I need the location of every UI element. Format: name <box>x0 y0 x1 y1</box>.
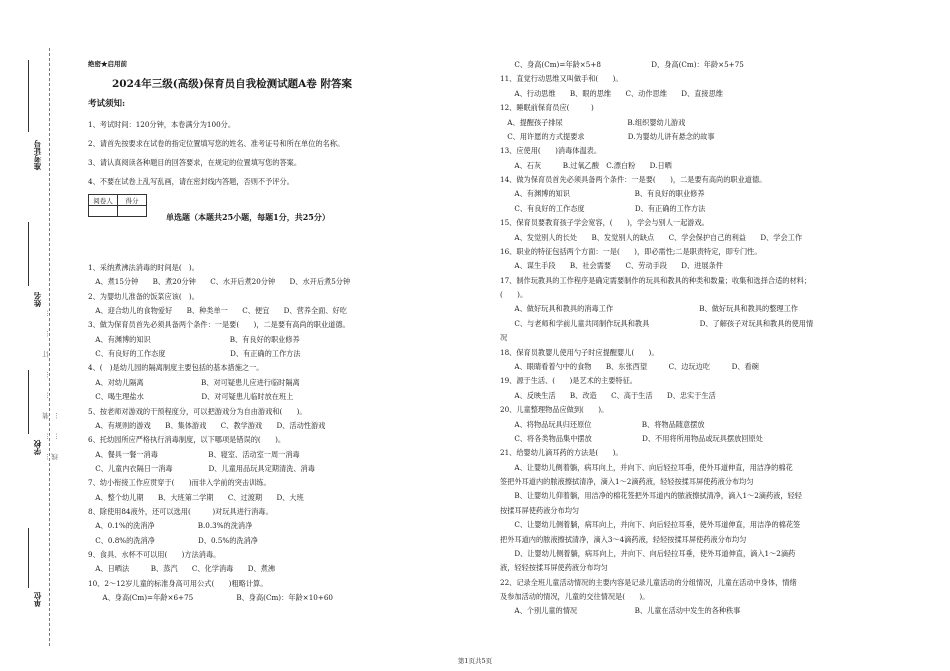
question-line: 14、做为保育员首先必须具备两个条件：一是要( )，二是要有高尚的职业道德。 <box>500 175 767 185</box>
reviewer-cell[interactable] <box>89 206 118 217</box>
question-line: 18、保育员教婴儿使用勺子时应提醒婴儿( )。 <box>500 347 659 357</box>
secret-mark: 绝密★启用前 <box>88 60 127 68</box>
question-line: A、有渊博的知识 B、有良好的职业修养 <box>88 334 300 344</box>
unit-blank[interactable] <box>28 528 29 588</box>
question-line: A、石灰 B.过氧乙酸 C.漂白粉 D.日晒 <box>500 160 672 170</box>
question-line: 22、记录全班儿童活动情况的主要内容是记录儿童活动的分组情况，儿童在活动中身体，情绪 <box>500 577 797 587</box>
question-line: 13、应使用( )消毒体温表。 <box>500 146 602 156</box>
question-line: 按揉耳屏使药液分布均匀 <box>500 505 580 515</box>
school-blank[interactable] <box>28 370 29 434</box>
question-line: C、儿童内衣隔日一消毒 D、儿童用品玩具定期清洗、消毒 <box>88 463 315 473</box>
question-line: C、让婴幼儿侧着躺，病耳向上，并向下、向后轻拉耳垂，使外耳道伸直，用洁净的棉花签 <box>500 520 801 530</box>
question-line: 液，轻轻按揉耳屏使药液分布均匀 <box>500 563 608 573</box>
score-cell[interactable] <box>118 206 147 217</box>
question-line: A、对幼儿隔离 B、对可疑患儿应进行临时隔离 <box>88 377 300 387</box>
question-line: 9、食具、水杯不可以用( )方法消毒。 <box>88 550 221 559</box>
question-line: C、与老师和学前儿童共同制作玩具和教具 D、了解孩子对玩具和教具的使用情 <box>500 318 814 328</box>
question-line: C、有良好的工作态度 D、有正确的工作方法 <box>88 349 301 359</box>
question-line: 8、除使用84液外，还可以选用( )对玩具进行消毒。 <box>88 506 273 516</box>
question-line: 17、制作玩教具的工作程序是确定需要制作的玩具和教具的种类和数量；收集和选择合适的材料； <box>500 275 812 285</box>
score-table <box>88 194 147 217</box>
name-label: 姓名 <box>33 292 42 307</box>
question-line: 4、( )是幼儿园的隔离制度主要包括的基本措施之一。 <box>88 363 264 373</box>
question-line: 及参加活动的情况，儿童的交往情况是( )。 <box>500 592 650 602</box>
question-line: B、让婴幼儿仰着躺，用洁净的棉花签把外耳道内的脓液擦拭清净，滴入1～2滴药液，轻轻 <box>500 491 802 501</box>
question-line: 2、为婴幼儿准备的饭菜应该( )。 <box>88 291 199 301</box>
question-line: 12、睡眠前保育员应( ) <box>500 103 594 113</box>
question-line: A、整个幼儿期 B、大班第二学期 C、过渡期 D、大班 <box>88 492 304 502</box>
question-line: A、提醒孩子排尿 B.组织婴幼儿游戏 <box>500 117 686 127</box>
question-line: 21、给婴幼儿滴耳药的方法是( )。 <box>500 448 623 458</box>
question-line: C、身高(Cm)=年龄×5+8 D、身高(Cm)：年龄×5+75 <box>500 60 744 69</box>
question-line: A、迎合幼儿的食物爱好 B、种类单一 C、便宜 D、营养全面、好吃 <box>88 306 347 316</box>
question-line: A、煮15分钟 B、煮20分钟 C、水开后煮20分钟 D、水开后煮5分钟 <box>88 277 351 287</box>
notice-item: 4、不要在试卷上乱写乱画，请在密封线内答题，否则不予评分。 <box>88 177 294 186</box>
question-line: 况 <box>500 333 508 343</box>
notice-item: 3、请认真阅读各种题目的回答要求，在规定的位置填写您的答案。 <box>88 158 302 167</box>
question-line: A、谋生手段 B、社会需要 C、劳动手段 D、进展条件 <box>500 261 723 271</box>
question-line: A、发觉别人的长处 B、发觉别人的缺点 C、学会保护自己的利益 D、学会工作 <box>500 232 803 242</box>
question-line: A、有渊博的知识 B、有良好的职业修养 <box>500 189 705 199</box>
section-heading: 单选题（本题共25小题，每题1分，共25分） <box>166 212 330 222</box>
question-line: 把外耳道内的脓液擦拭清净，滴入3～4滴药液，轻轻按揉耳屏使药液分布均匀 <box>500 534 747 544</box>
notice-heading: 考试须知: <box>88 99 126 109</box>
question-line: A、个别儿童的情况 B、儿童在活动中发生的各种秩事 <box>500 606 741 616</box>
question-line: 15、保育员要教育孩子学会宽容，( )，学会与别人一起游戏。 <box>500 218 709 228</box>
question-line: 3、做为保育员首先必须具备两个条件：一是要( )，二是要有高尚的职业道德。 <box>88 320 350 330</box>
question-line: C、有良好的工作态度 D、有正确的工作方法 <box>500 203 706 213</box>
question-line: A、将物品玩具归还原位 B、将物品随意摆放 <box>500 419 705 429</box>
question-line: A、做好玩具和教具的消毒工作 B、做好玩具和教具的整理工作 <box>500 304 798 314</box>
binding-seal-text: ……装……订……线…… <box>42 296 59 460</box>
page-number: 第1页共5页 <box>457 657 493 665</box>
question-line: A、0.1%的洗消净 B.0.3%的洗消净 <box>88 521 253 531</box>
question-line: C、喝生理盐水 D、对可疑患儿临时放在班上 <box>88 392 294 402</box>
question-line: 10、2～12岁儿童的标准身高可用公式( )粗略计算。 <box>88 578 268 588</box>
question-line: 6、托幼园所应严格执行消毒制度，以下哪项是错误的( )。 <box>88 435 286 445</box>
question-line: ( )。 <box>500 290 528 300</box>
question-line: 1、采纳煮沸法消毒的时间是( )。 <box>88 263 199 272</box>
question-line: 11、直觉行动思维又叫做手和( )。 <box>500 74 623 84</box>
question-line: A、行动思维 B、眼的思维 C、动作思维 D、直接思维 <box>500 88 723 98</box>
notice-item: 1、考试时间：120分钟，本卷满分为100分。 <box>88 120 236 129</box>
question-line: 7、幼小衔接工作应贯穿于( )而非入学前的突击训练。 <box>88 478 271 488</box>
question-line: A、身高(Cm)=年龄×6+75 B、身高(Cm)：年龄×10+60 <box>88 593 334 603</box>
question-line: 20、儿童整理物品应做到( )。 <box>500 405 609 415</box>
exam-no-label: 准考证号 <box>33 140 42 170</box>
name-blank[interactable] <box>28 222 29 286</box>
question-line: 签把外耳道内的脓液擦拭清净，滴入1～2滴药液，轻轻按揉耳屏使药液分布均匀 <box>500 477 754 487</box>
question-line: A、让婴幼儿侧着躺，病耳向上，并向下、向后轻拉耳垂，使外耳道伸直，用洁净的棉花 <box>500 462 793 472</box>
page-title: 2024年三级(高级)保育员自我检测试题A卷 附答案 <box>112 78 352 90</box>
question-line: A、眼睛看着勺中的食物 B、东张西望 C、边玩边吃 D、看碗 <box>500 361 759 371</box>
question-line: C、用许愿的方式提要求 D.为婴幼儿讲有悬念的故事 <box>500 131 715 141</box>
question-line: D、让婴幼儿侧着躺，病耳向上，并向下、向后轻拉耳垂，使外耳道伸直，滴入1～2滴药 <box>500 548 796 558</box>
question-line: A、餐具一餐一消毒 B、寝室、活动室一周一消毒 <box>88 449 300 459</box>
score-header: 得分 <box>118 195 147 206</box>
question-line: 5、按老师对游戏的干预程度分，可以把游戏分为自由游戏和( )。 <box>88 406 307 416</box>
question-line: A、反映生活 B、改造 C、高于生活 D、忠实于生活 <box>500 390 716 400</box>
question-line: A、有规则的游戏 B、集体游戏 C、教学游戏 D、活动性游戏 <box>88 420 326 430</box>
question-line: 16、职业的特征包括两个方面：一是( )，即必需性;二是职责特定，即专门性。 <box>500 246 762 256</box>
unit-label: 单位 <box>33 592 42 607</box>
question-line: A、日晒法 B、蒸汽 C、化学消毒 D、煮沸 <box>88 564 276 574</box>
question-line: C、将各类物品集中摆放 D、不用将所用物品或玩具摆放回原处 <box>500 433 763 443</box>
reviewer-header: 阅卷人 <box>89 195 118 206</box>
school-label: 学校 <box>33 440 42 455</box>
exam-no-blank[interactable] <box>28 60 29 132</box>
notice-item: 2、请首先按要求在试卷的指定位置填写您的姓名、准考证号和所在单位的名称。 <box>88 139 345 148</box>
question-line: C、0.8%的洗消净 D、0.5%的洗消净 <box>88 535 258 545</box>
question-line: 19、源于生活、( )是艺术的主要特征。 <box>500 376 637 386</box>
